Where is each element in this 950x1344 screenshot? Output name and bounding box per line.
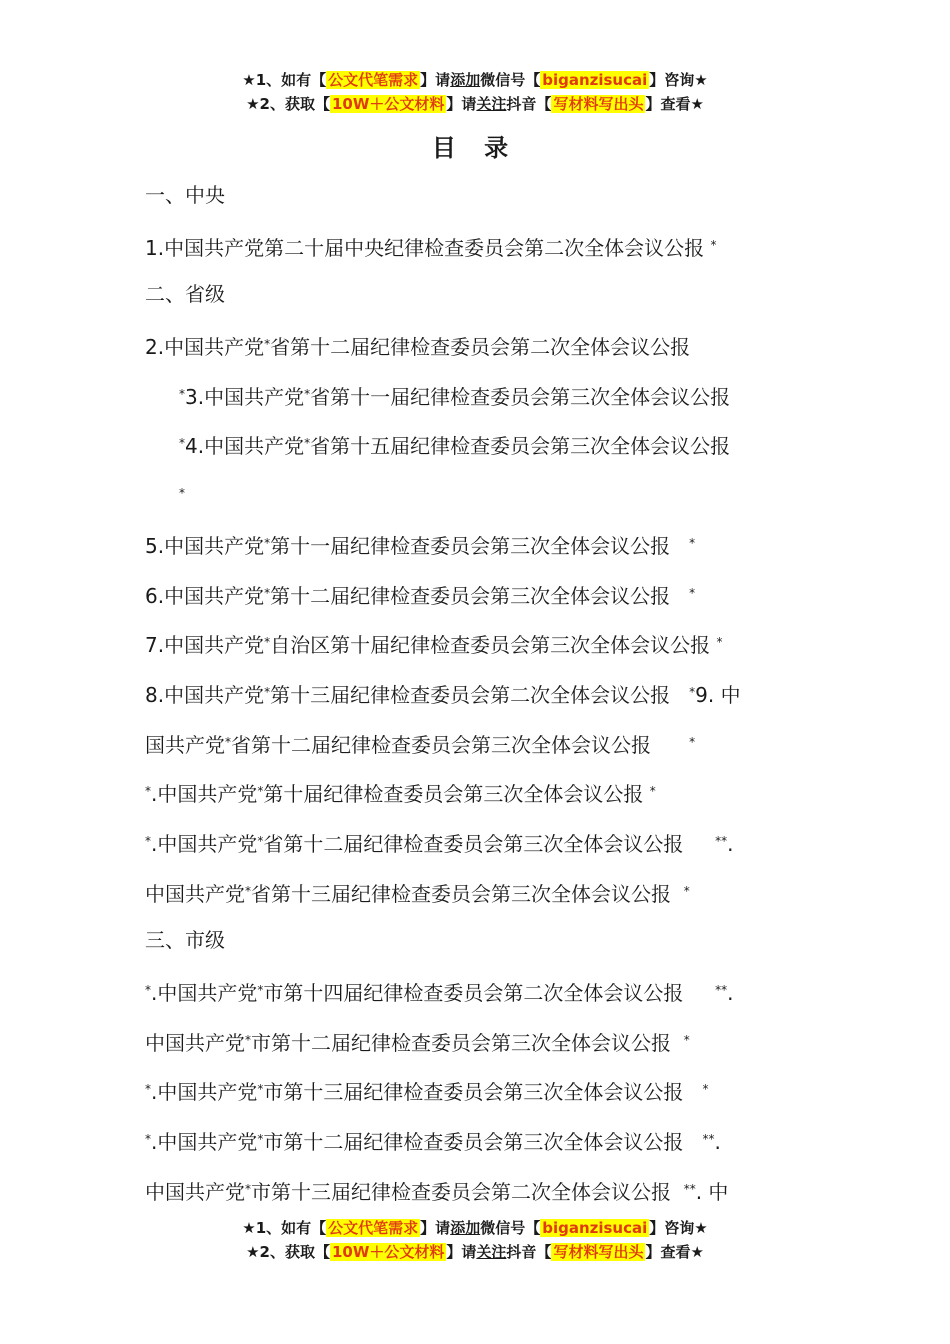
toc-entry[interactable]: 中国共产党*市第十二届纪律检查委员会第三次全体会议公报 * — [145, 1030, 690, 1055]
section-heading-central: 一、中央 — [145, 183, 225, 207]
toc-entry[interactable]: *.中国共产党*省第十二届纪律检查委员会第三次全体会议公报 **. — [145, 831, 734, 856]
toc-entry[interactable]: 2.中国共产党*省第十二届纪律检查委员会第二次全体会议公报 — [145, 335, 691, 360]
section-heading-municipal: 三、市级 — [145, 928, 225, 953]
toc-entry[interactable]: 5.中国共产党*第十一届纪律检查委员会第三次全体会议公报 * — [145, 533, 696, 558]
footer-banner — [0, 1216, 950, 1264]
banner-line-2: ★2、获取【 10W＋公文材料 】请关注抖音【 写材料写出头 】查看★ — [246, 95, 704, 113]
toc-entry[interactable]: 7.中国共产党*自治区第十届纪律检查委员会第三次全体会议公报 * — [145, 633, 723, 658]
toc-entry[interactable]: *.中国共产党*市第十二届纪律检查委员会第三次全体会议公报 **. — [145, 1130, 721, 1155]
banner-line-1: ★1、如有【 公文代笔需求 】请添加微信号【 biganzisucai 】咨询★ — [242, 71, 708, 89]
toc-entry[interactable]: 国共产党*省第十二届纪律检查委员会第三次全体会议公报 * — [145, 732, 696, 757]
toc-entry[interactable]: *.中国共产党*市第十四届纪律检查委员会第二次全体会议公报 **. — [145, 981, 734, 1005]
toc-entry[interactable]: *.中国共产党*第十届纪律检查委员会第三次全体会议公报 * — [145, 782, 656, 807]
toc-entry[interactable]: 6.中国共产党*第十二届纪律检查委员会第三次全体会议公报 * — [145, 583, 696, 608]
toc-entry[interactable]: 8.中国共产党*第十三届纪律检查委员会第二次全体会议公报 *9. 中 — [145, 682, 741, 707]
header-banner — [0, 68, 950, 116]
toc-entry[interactable]: 中国共产党*市第十三届纪律检查委员会第二次全体会议公报 **. 中 — [145, 1179, 729, 1204]
toc-entry[interactable]: *.中国共产党*市第十三届纪律检查委员会第三次全体会议公报 * — [145, 1080, 709, 1105]
table-of-contents — [145, 171, 815, 1214]
section-heading-provincial: 二、省级 — [145, 282, 225, 307]
banner-line-2: ★2、获取【 10W＋公文材料 】请关注抖音【 写材料写出头 】查看★ — [246, 1243, 704, 1261]
toc-entry[interactable]: *4.中国共产党*省第十五届纪律检查委员会第三次全体会议公报 — [179, 434, 731, 459]
toc-entry: * — [179, 486, 185, 501]
toc-entry[interactable]: 中国共产党*省第十三届纪律检查委员会第三次全体会议公报 * — [145, 881, 690, 906]
toc-entry[interactable]: *3.中国共产党*省第十一届纪律检查委员会第三次全体会议公报 — [179, 384, 731, 409]
banner-line-1: ★1、如有【 公文代笔需求 】请添加微信号【 biganzisucai 】咨询★ — [242, 1219, 708, 1237]
page-title: 目 录 — [431, 134, 519, 162]
toc-entry[interactable]: 1.中国共产党第二十届中央纪律检查委员会第二次全体会议公报 * — [145, 235, 717, 260]
